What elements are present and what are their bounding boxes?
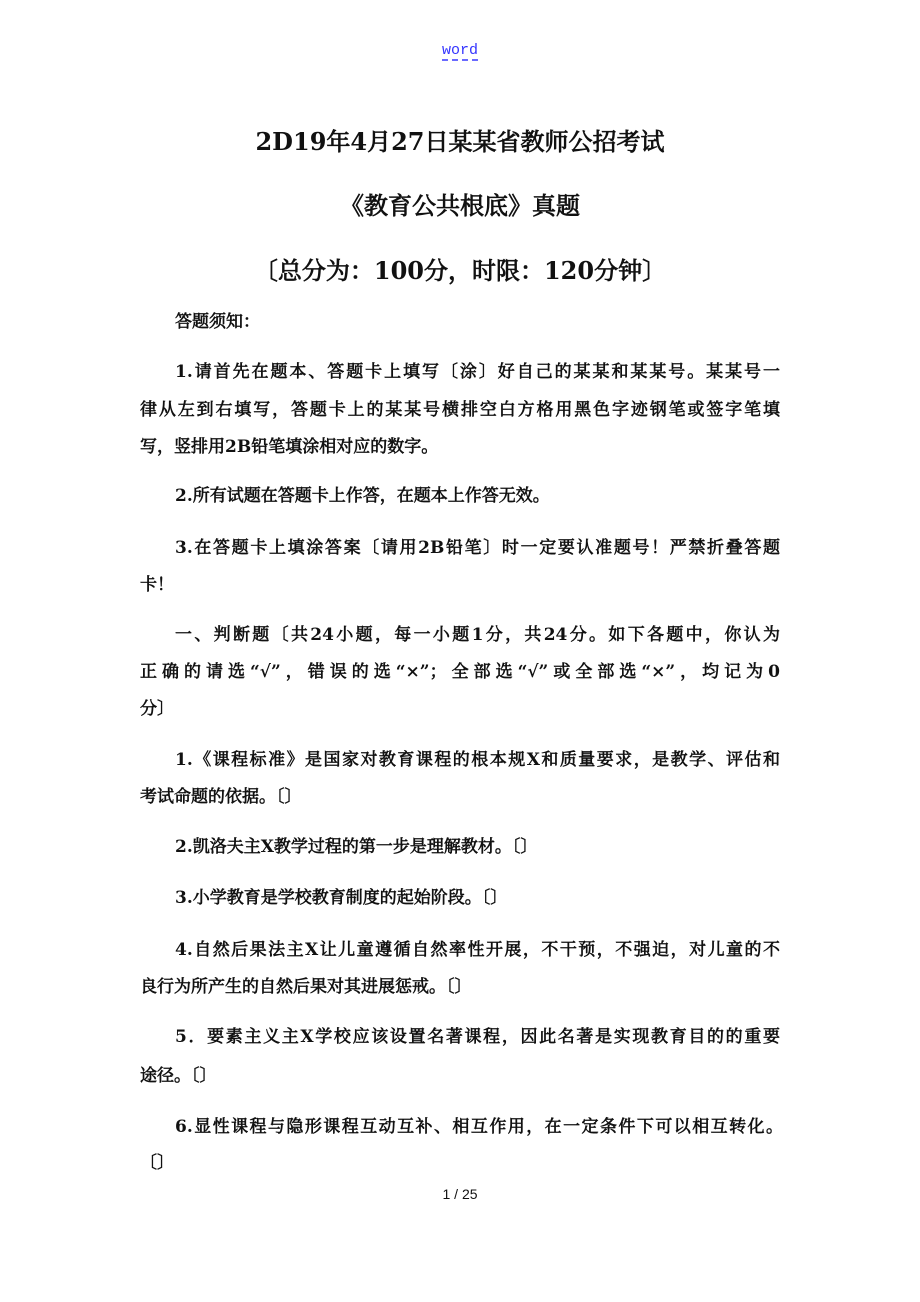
question-1-line: 1.《课程标准》是国家对教育课程的根本规X和质量要求，是教学、评估和 [175,750,780,770]
title-line-3: 〔总分为：100分，时限：120分钟〕 [253,256,667,285]
title-line-1: 2D19年4月27日某某省教师公招考试 [255,127,665,156]
question-5-line: 途径。〔〕 [140,1066,217,1086]
notice-p1-line: 1.请首先在题本、答题卡上填写〔涂〕好自己的某某和某某号。某某号一 [175,362,780,382]
word-link[interactable]: word [441,42,478,59]
notice-heading: 答题须知： [175,312,260,332]
question-5-line: 5．要素主义主X学校应该设置名著课程，因此名著是实现教育目的的重要 [175,1027,780,1047]
question-6-line: 6.显性课程与隐形课程互动互补、相互作用，在一定条件下可以相互转化。 [175,1117,783,1137]
section-heading-line: 分〕 [140,699,174,719]
question-4-line: 良行为所产生的自然后果对其进展惩戒。〔〕 [140,977,472,997]
question-6-line: 〔〕 [140,1153,174,1173]
question-1-line: 考试命题的依据。〔〕 [140,787,302,807]
notice-p1-line: 写，竖排用2B铅笔填涂相对应的数字。 [140,437,439,457]
question-2: 2.凯洛夫主X教学过程的第一步是理解教材。〔〕 [175,837,538,857]
question-3: 3.小学教育是学校教育制度的起始阶段。〔〕 [175,888,508,908]
section-heading-line: 一、判断题〔共24小题，每一小题1分，共24分。如下各题中，你认为 [175,625,780,645]
notice-p1-line: 律从左到右填写，答题卡上的某某号横排空白方格用黑色字迹钢笔或签字笔填 [140,400,780,420]
header-link[interactable] [0,40,920,59]
notice-p2-line: 2.所有试题在答题卡上作答，在题本上作答无效。 [175,486,550,506]
question-4-line: 4.自然后果法主X让儿童遵循自然率性开展，不干预，不强迫，对儿童的不 [175,940,780,960]
notice-p3-line: 3.在答题卡上填涂答案〔请用2B铅笔〕时一定要认准题号！严禁折叠答题 [175,538,780,558]
title-line-2: 《教育公共根底》真题 [340,191,580,220]
page-number: 1 / 25 [442,1186,478,1202]
notice-p3-line: 卡！ [140,575,174,595]
section-heading-line: 正确的请选“√”，错误的选“×”；全部选“√”或全部选“×”，均记为0 [140,662,780,682]
